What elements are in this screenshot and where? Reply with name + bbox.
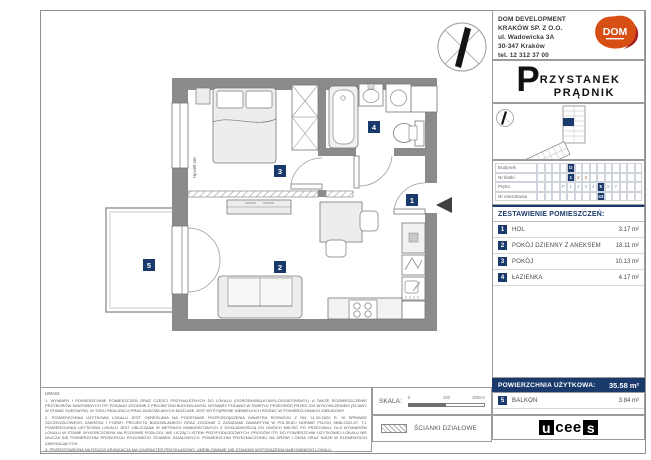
unit-table-cell	[590, 192, 598, 202]
sideboard	[227, 200, 291, 214]
unit-table-cell	[575, 192, 583, 202]
unit-table-cell	[620, 173, 628, 183]
architect-logo-box	[492, 415, 645, 440]
unit-table-cell: 4	[590, 182, 598, 192]
unit-table-cell	[552, 192, 560, 202]
unit-table-cell	[560, 173, 568, 183]
unit-table-cell	[552, 173, 560, 183]
usable-area-label: POWIERZCHNIA UŻYTKOWA:	[498, 381, 596, 389]
unit-table-cell: 1	[567, 182, 575, 192]
developer-info-box	[492, 10, 645, 60]
bathroom-door	[354, 148, 394, 188]
unit-table-cell: 5	[597, 182, 605, 192]
unit-table-cell	[552, 182, 560, 192]
kitchen-corner-shaft	[402, 301, 425, 319]
room-area: 18.11 m²	[615, 242, 639, 249]
window-height-label: Hp=80 cm	[192, 157, 197, 178]
unit-table-cell	[545, 182, 553, 192]
unit-table-cell: 3	[582, 173, 590, 183]
unit-table-cell	[537, 182, 545, 192]
unit-table-row-label: Piętro	[495, 182, 537, 192]
scale-tick-100: 100	[442, 395, 450, 400]
room-schedule-box	[492, 205, 645, 378]
nightstand	[196, 88, 210, 104]
usable-area-value: 35.58 m²	[608, 380, 639, 390]
balcony-row	[493, 393, 644, 409]
unit-table-cell	[597, 163, 605, 173]
room-number-chip: 2	[498, 241, 507, 250]
unit-table-cell	[560, 163, 568, 173]
bedroom-door	[291, 158, 322, 189]
usable-area-bar	[492, 378, 645, 392]
unit-table-cell	[635, 192, 643, 202]
balcony-number-chip: 5	[498, 396, 507, 405]
unit-table-cell: 2	[575, 173, 583, 183]
room-row	[493, 222, 644, 238]
unit-table-cell	[590, 173, 598, 183]
unit-table-cell	[612, 192, 620, 202]
scale-tick-0: 0	[407, 395, 411, 400]
unit-table-row	[495, 182, 642, 192]
scale-label: SKALA:	[379, 397, 402, 405]
unit-table-cell	[620, 192, 628, 202]
unit-table-cell	[575, 163, 583, 173]
bathroom-shaft	[411, 86, 437, 112]
bathtub	[329, 86, 358, 148]
kitchen-tall-units	[402, 223, 425, 300]
room-marker-3: 3	[277, 167, 283, 176]
project-logo-box	[492, 60, 645, 103]
wardrobe	[292, 85, 318, 150]
unit-table-row-label: Nr mieszkania	[495, 192, 537, 202]
unit-table-cell	[537, 173, 545, 183]
room-marker-5: 5	[146, 261, 152, 270]
unit-table-cell	[627, 163, 635, 173]
north-arrow-small-icon	[497, 110, 514, 127]
balcony-outline	[106, 208, 178, 312]
highlighted-unit	[563, 118, 574, 126]
room-marker-4: 4	[371, 123, 377, 132]
architect-logo-u: u	[539, 420, 554, 435]
unit-table-cell	[582, 192, 590, 202]
entrance-arrow	[436, 197, 452, 213]
unit-table-cell	[635, 173, 643, 183]
unit-table-cell: 1	[567, 173, 575, 183]
architect-logo-s: s	[583, 420, 598, 435]
unit-table-cell	[545, 192, 553, 202]
room-row	[493, 270, 644, 286]
unit-table-cell	[597, 173, 605, 183]
unit-table-cell	[605, 192, 613, 202]
unit-table-cell	[612, 163, 620, 173]
unit-table-cell	[582, 163, 590, 173]
unit-location-table	[492, 160, 645, 205]
room-number-chip: 3	[498, 257, 507, 266]
unit-table-cell: 43	[597, 192, 605, 202]
note-paragraph: 1. WYMIARY I POWIERZCHNIE POMIESZCZEŃ ORAZ CZĘŚCI PRZYNALEŻNYCH DO LOKALU (OGRÓDKI/BALKONY/LOGGIE/TARASY), A TAKŻE ROZMIESZCZENIE PRZYBORÓW SANITARNYCH ITP. PODANO ZGODNIE Z PROJEKTEM BUDOWLANYM. WYMIARY PODANO W ŚWIETLE PRZEGRÓD PRZED ICH WYKOŃCZENIEM (ŚCIANY W STANIE SUROWYM). W TOKU REALIZACJI PRAC BUDOWLANYCH MOŻLIWE JEST WYSTĄPIENIE NIEWIELKICH RÓŻNIC W POWIERZCHNIACH ZABUDOWY.	[45, 398, 367, 414]
toilet	[394, 121, 425, 146]
unit-table-cell: 3	[582, 182, 590, 192]
note-paragraph: 3. PRZEDSTAWIONA NA RZUCIE ARANŻACJA MA CHARAKTER PRZYKŁADOWY. UMEBLOWANIE NIE STANOWI WYPOSAŻENIA NABYWANEGO LOKALU.	[45, 446, 333, 452]
sofa	[218, 276, 302, 318]
logo-line1: RZYSTANEK	[539, 73, 621, 86]
unit-table-row	[495, 192, 642, 202]
unit-table-cell	[567, 192, 575, 202]
unit-table-cell: 2	[575, 182, 583, 192]
unit-table-cell: D	[567, 163, 575, 173]
room-row	[493, 254, 644, 270]
room-marker-2: 2	[277, 263, 283, 272]
room-name: POKÓJ	[512, 258, 534, 265]
building-footprint	[521, 106, 585, 159]
unit-table-row	[495, 173, 642, 183]
unit-table-cell	[552, 163, 560, 173]
unit-table-cell	[590, 163, 598, 173]
partition-walls	[188, 191, 353, 197]
unit-table-cell: P	[560, 182, 568, 192]
notes-box	[40, 387, 372, 452]
room-name: POKÓJ DZIENNY Z ANEKSEM	[512, 242, 601, 249]
kitchen-counter	[328, 298, 402, 319]
room-area: 10.13 m²	[615, 258, 639, 265]
unit-table-row-label: Nr klatki	[495, 173, 537, 183]
svg-text:DOM: DOM	[602, 26, 628, 38]
room-marker-1: 1	[409, 196, 415, 205]
unit-table-cell	[627, 192, 635, 202]
site-plan-box	[492, 103, 645, 160]
unit-table-cell	[605, 163, 613, 173]
room-area: 3.17 m²	[618, 226, 639, 233]
room-area: 4.17 m²	[618, 274, 639, 281]
site-plan-map	[493, 104, 644, 159]
przystanek-pradnik-logo	[516, 59, 621, 99]
scale-tick-200: 200cm	[472, 395, 485, 400]
unit-table-cell: 7	[612, 182, 620, 192]
unit-table-cell	[545, 163, 553, 173]
developer-address: DOM DEVELOPMENT KRAKÓW SP. Z O.O. ul. Wadowicka 3A 30-347 Kraków tel. 12 312 37 00	[498, 16, 566, 59]
partition-legend-label: ŚCIANKI DZIAŁOWE	[414, 425, 478, 432]
logo-initial: P	[516, 59, 540, 99]
bedroom-window	[172, 103, 188, 168]
balcony-door	[172, 226, 220, 294]
balcony-name: BALKON	[512, 397, 538, 404]
unit-table-cell	[605, 173, 613, 183]
scale-bar	[408, 395, 485, 411]
unit-table-cell	[635, 182, 643, 192]
unit-table-cell	[627, 182, 635, 192]
unit-table-cell	[537, 192, 545, 202]
logo-line2: PRĄDNIK	[553, 86, 616, 99]
notes-title: UWAGI:	[45, 391, 61, 396]
unit-table-cell	[627, 173, 635, 183]
north-arrow-icon	[438, 23, 486, 71]
unit-table-cell	[545, 173, 553, 183]
room-number-chip: 1	[498, 225, 507, 234]
dom-logo-icon	[593, 15, 639, 51]
partition-legend-box	[372, 415, 492, 442]
unit-table-cell	[537, 163, 545, 173]
unit-table-row	[495, 163, 642, 173]
architect-logo-cee: cee	[555, 419, 582, 436]
room-list	[493, 222, 644, 286]
unit-table-row-label: Budynek	[495, 163, 537, 173]
room-number-chip: 4	[498, 273, 507, 282]
bed	[213, 88, 276, 163]
scale-box	[372, 387, 492, 415]
washbasin	[359, 84, 383, 106]
notes-list	[45, 398, 367, 452]
dining-table	[320, 202, 378, 257]
room-schedule-title: ZESTAWIENIE POMIESZCZEŃ:	[493, 207, 644, 222]
unit-table-cell	[560, 192, 568, 202]
unit-table-cell: 6	[605, 182, 613, 192]
balcony-row-box	[492, 392, 645, 415]
room-row	[493, 238, 644, 254]
room-name: HOL	[512, 226, 525, 233]
balcony-area: 3.84 m²	[618, 397, 639, 404]
partition-hatch-icon	[381, 424, 407, 433]
washing-machine	[386, 84, 411, 112]
unit-table-cell	[612, 173, 620, 183]
note-paragraph: 2. POWIERZCHNIA UŻYTKOWA LOKALU JEST OKREŚLANA NA PODSTAWIE ROZPORZĄDZENIA MINISTRA ROZWOJU Z DN. 11.09.2020 R. W SPRAWIE SZCZEGÓŁOWEGO ZAKRESU I FORMY PROJEKTU BUDOWLANEGO ORAZ ZGODNIE Z ZASADAMI ZAWARTYMI W POLSKIEJ NORMIE PN-ISO 9836:2022-07, TJ. POWIERZCHNIA UŻYTKOWA LOKALU JEST OBLICZANA W METRACH KWADRATOWYCH Z DOKŁADNOŚCIĄ DO DWÓCH MIEJSC PO PRZECINKU, DLA WYMIARÓW LOKALU W STANIE WYKOŃCZONYM NA POZIOMIE PODŁOGI, NIE LICZĄC LISTEW PRZYPODŁOGOWYCH, PROGÓW ITP. DO POWIERZCHNI UŻYTKOWEJ LOKALU NIE WLICZA SIĘ POWIERZCHNI PRZEKROJU POZIOMEGO ŚCIANEK DZIAŁOWYCH, POWIERZCHNI PRZEZNACZONEJ NA DRZWI I OKNA ORAZ NISZE W ELEMENTACH ZAMYKAJĄCYCH.	[45, 414, 367, 446]
unit-table-cell	[635, 163, 643, 173]
unit-table-cell	[620, 163, 628, 173]
unit-table-cell	[620, 182, 628, 192]
room-name: ŁAZIENKA	[512, 274, 543, 281]
